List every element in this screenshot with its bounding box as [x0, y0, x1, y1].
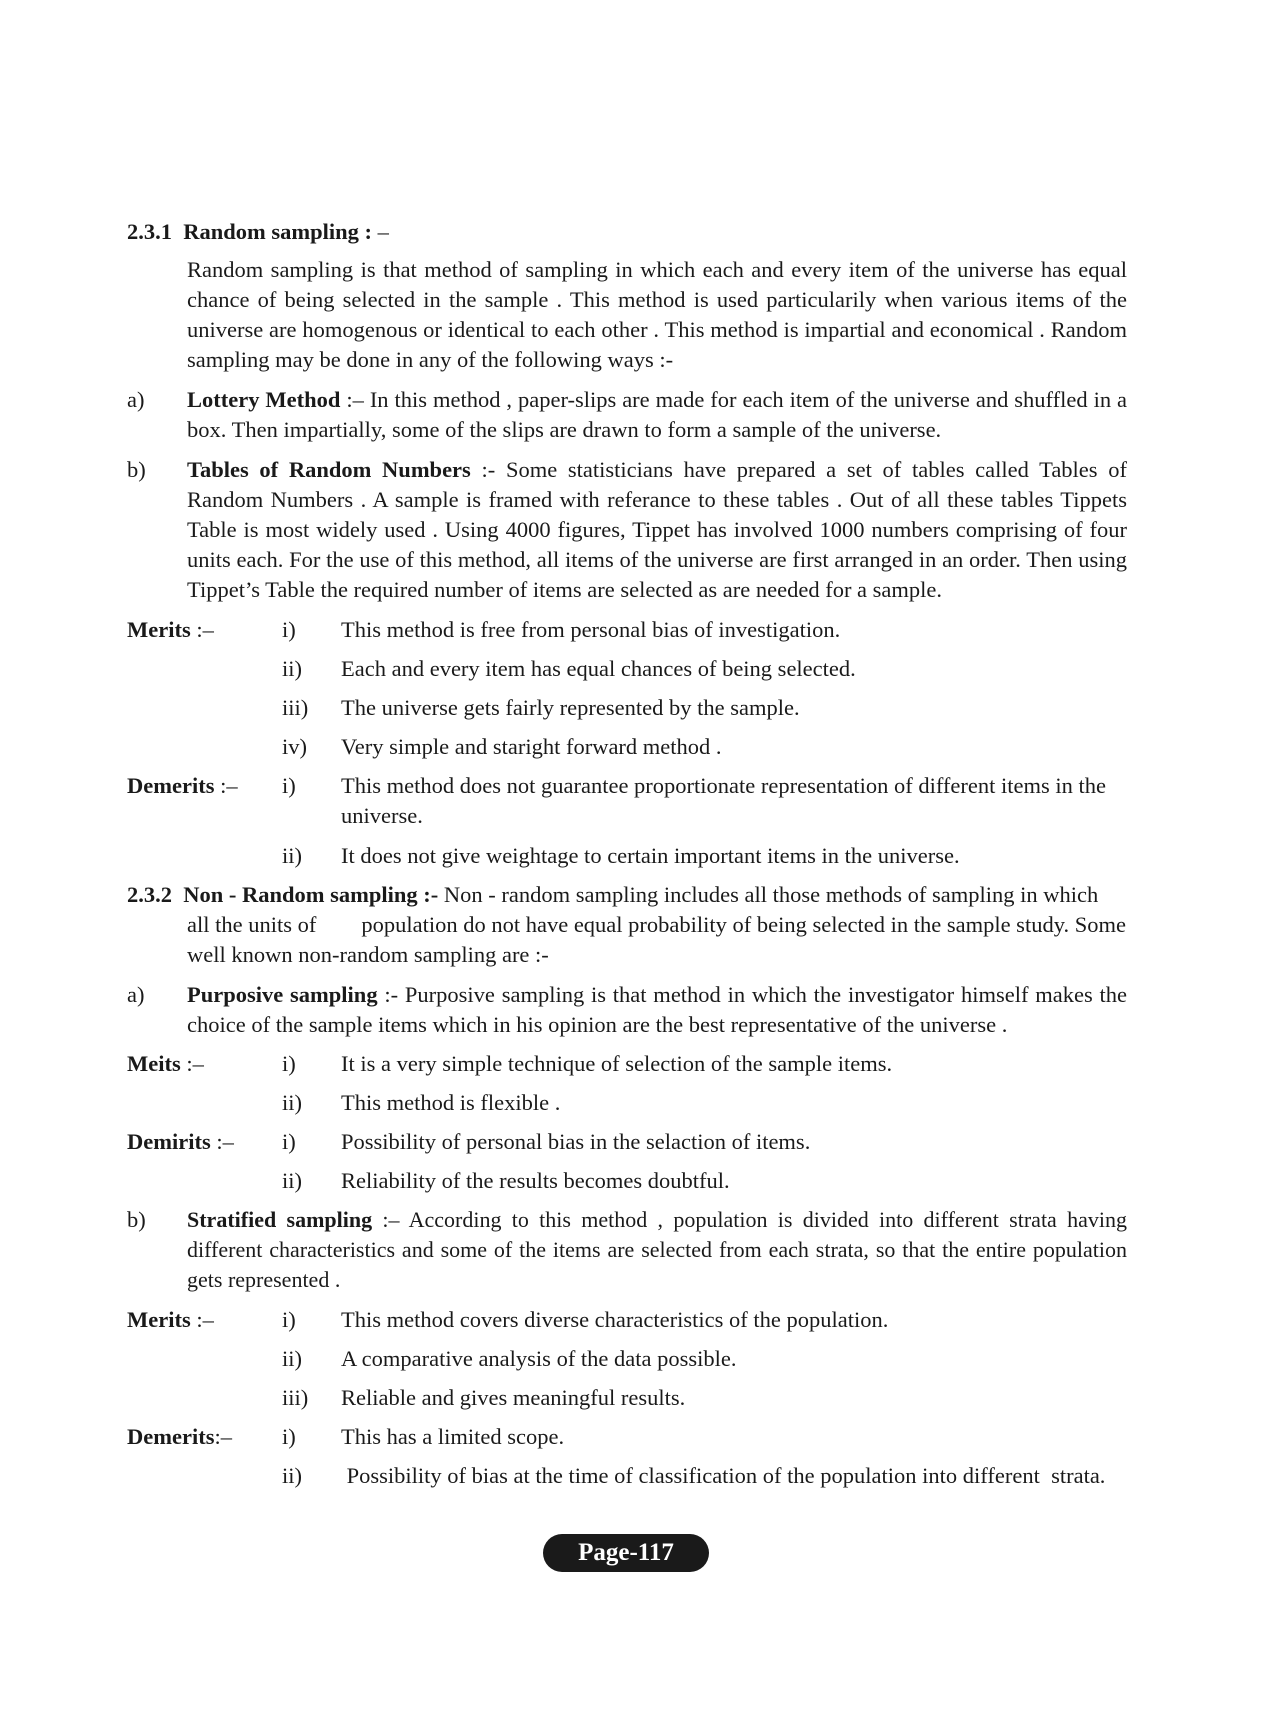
meits-label: Meits :– — [127, 1051, 204, 1076]
random-tables-term: Tables of Random Numbers — [187, 457, 471, 482]
merit-item: Each and every item has equal chances of being selected. — [341, 656, 856, 681]
section-number: 2.3.1 — [127, 219, 172, 244]
random-tables-text: :- Some statisticians have prepared a set of tables called Tables of Random Numbers . A sample is framed with referance to these tables . Out of all these tables Tippets Table is most widely used . Using 4000 figures, Tippet has involved 1000 numbers comprising of four units each. For the use of this method, all items of the universe are first arranged in an order. Then using Tippet’s Table the required number of items are selected as are needed for a sample. — [187, 457, 1127, 602]
list-number: iii) — [282, 695, 309, 720]
section-number: 2.3.2 — [127, 882, 172, 907]
list-number: i) — [282, 1051, 296, 1076]
demerit-item: This method does not guarantee proportionate representation of different items in the universe. — [341, 773, 1106, 828]
random-sampling-intro: Random sampling is that method of sampling in which each and every item of the universe has equal chance of being selected in the sample . This method is used particularily when various items of the universe are homogenous or identical to each other . This method is impartial and economical . Random sampling may be done in any of the following ways :- — [187, 257, 1127, 372]
demerit-item: Reliability of the results becomes doubtful. — [341, 1168, 730, 1193]
demerit-item: Possibility of personal bias in the selaction of items. — [341, 1129, 811, 1154]
section-title: Non - Random sampling :- — [183, 882, 439, 907]
demirits-label: Demirits :– — [127, 1129, 234, 1154]
merit-item: A comparative analysis of the data possible. — [341, 1346, 737, 1371]
list-marker-b: b) — [127, 457, 146, 482]
list-number: iii) — [282, 1385, 309, 1410]
section-heading-2-3-1 — [127, 217, 1127, 247]
stratified-sampling-term: Stratified sampling — [187, 1207, 373, 1232]
merit-item: This method covers diverse characteristics of the population. — [341, 1307, 889, 1332]
merit-item: The universe gets fairly represented by the sample. — [341, 695, 800, 720]
list-number: i) — [282, 773, 296, 798]
purposive-sampling-text: :- Purposive sampling is that method in which the investigator himself makes the choice of the sample items which in his opinion are the best representative of the universe . — [187, 982, 1128, 1037]
list-number: i) — [282, 617, 296, 642]
section-dash: – — [372, 219, 389, 244]
lottery-method-paragraph — [187, 385, 1127, 445]
lottery-method-term: Lottery Method — [187, 387, 341, 412]
merits-label: Merits :– — [127, 617, 214, 642]
merit-item: Reliable and gives meaningful results. — [341, 1385, 686, 1410]
demerit-item: It does not give weightage to certain important items in the universe. — [341, 843, 960, 868]
list-marker-b: b) — [127, 1207, 146, 1232]
list-number: iv) — [282, 734, 307, 759]
purposive-sampling-paragraph — [187, 980, 1127, 1040]
merit-item: Very simple and staright forward method . — [341, 734, 722, 759]
merits-label: Merits :– — [127, 1307, 214, 1332]
list-number: i) — [282, 1424, 296, 1449]
list-number: ii) — [282, 843, 302, 868]
list-marker-a: a) — [127, 982, 145, 1007]
list-number: ii) — [282, 656, 302, 681]
stratified-sampling-text: :– According to this method , population is divided into different strata having different characteristics and some of the items are selected from each strata, so that the entire population gets represented . — [187, 1207, 1127, 1292]
merit-item: This method is free from personal bias of investigation. — [341, 617, 841, 642]
list-number: i) — [282, 1129, 296, 1154]
list-marker-a: a) — [127, 387, 145, 412]
page-number-badge: Page-117 — [543, 1534, 709, 1572]
section-title: Random sampling : — [183, 219, 373, 244]
list-number: ii) — [282, 1346, 302, 1371]
lottery-method-text: :– In this method , paper-slips are made for each item of the universe and shuffled in a box. Then impartially, some of the slips are drawn to form a sample of the universe. — [187, 387, 1128, 442]
stratified-sampling-paragraph — [187, 1205, 1127, 1295]
merit-item: This method is flexible . — [341, 1090, 561, 1115]
demerit-item: This has a limited scope. — [341, 1424, 565, 1449]
demerits-label: Demerits:– — [127, 1424, 232, 1449]
random-tables-paragraph — [187, 455, 1127, 605]
purposive-sampling-term: Purposive sampling — [187, 982, 378, 1007]
non-random-text-continued: all the units of population do not have equal probability of being selected in the sample study. Some well known non-random sampling are :- — [187, 912, 1132, 967]
demerits-label: Demerits :– — [127, 773, 238, 798]
section-heading-2-3-2 — [127, 880, 1127, 910]
list-number: ii) — [282, 1090, 302, 1115]
merit-item: It is a very simple technique of selection of the sample items. — [341, 1051, 893, 1076]
demerit-item: Possibility of bias at the time of classification of the population into different strata. — [341, 1463, 1106, 1488]
non-random-text-line1: Non - random sampling includes all those methods of sampling in which — [438, 882, 1099, 907]
list-number: i) — [282, 1307, 296, 1332]
list-number: ii) — [282, 1463, 302, 1488]
list-number: ii) — [282, 1168, 302, 1193]
